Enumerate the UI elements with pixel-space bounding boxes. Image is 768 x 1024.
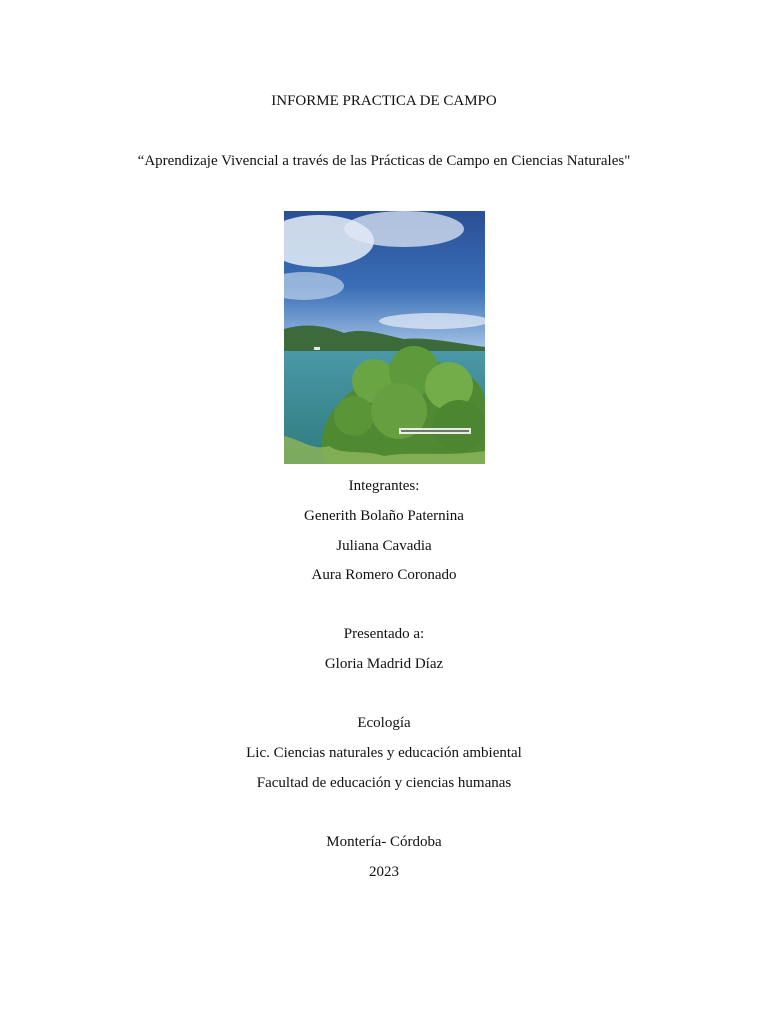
field-trip-photo: [284, 211, 485, 464]
cloud: [379, 313, 485, 329]
place-city: Montería- Córdoba: [326, 834, 442, 850]
report-title: INFORME PRACTICA DE CAMPO: [271, 93, 497, 109]
members-heading: Integrantes:: [348, 478, 420, 494]
cloud: [344, 211, 464, 247]
course-subject: Ecología: [357, 715, 411, 731]
report-subtitle: “Aprendizaje Vivencial a través de las Prácticas de Campo en Ciencias Naturales": [137, 153, 631, 169]
course-faculty: Facultad de educación y ciencias humanas: [256, 775, 512, 791]
member-name: Generith Bolaño Paternina: [304, 508, 464, 524]
place-year: 2023: [369, 864, 399, 880]
member-name: Aura Romero Coronado: [311, 567, 457, 583]
course-program: Lic. Ciencias naturales y educación ambiental: [246, 745, 522, 761]
presented-heading: Presentado a:: [343, 626, 425, 642]
presented-name: Gloria Madrid Díaz: [324, 656, 444, 672]
member-name: Juliana Cavadia: [336, 538, 432, 554]
boat: [314, 347, 320, 350]
